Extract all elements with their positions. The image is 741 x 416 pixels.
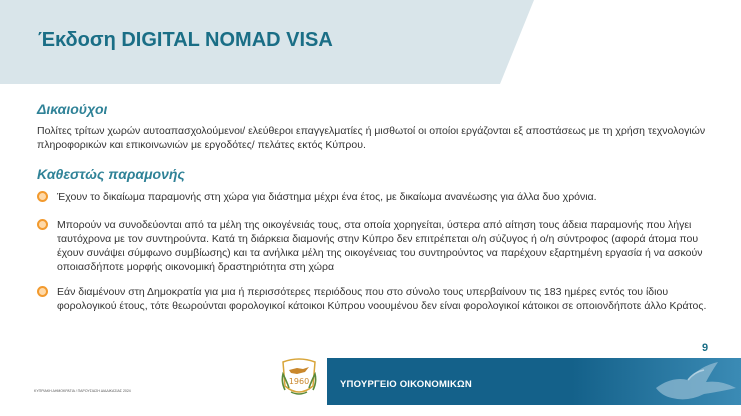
cyprus-emblem-icon xyxy=(277,352,321,404)
bullet-text: Έχουν το δικαίωμα παραμονής στη χώρα για διάστημα μέχρι ένα έτος, με δικαίωμα ανανέωσης για άλλα δυο χρόνια. xyxy=(57,191,597,203)
bullet-icon xyxy=(37,219,48,230)
bullet-icon xyxy=(37,191,48,202)
dove-icon xyxy=(648,358,741,405)
beneficiaries-heading: Δικαιούχοι xyxy=(37,101,108,117)
slide-title: Έκδοση DIGITAL NOMAD VISA xyxy=(38,29,333,51)
ministry-name: ΥΠΟΥΡΓΕΙΟ ΟΙΚΟΝΟΜΙΚΩΝ xyxy=(340,379,472,390)
footnote: ΚΥΠΡΙΑΚΗ ΔΗΜΟΚΡΑΤΙΑ / ΠΑΡΟΥΣΙΑΣΗ ΔΙΑΔΙΚΑΣΙΑΣ 2024 xyxy=(34,389,131,393)
bullet-item xyxy=(37,285,717,313)
bullet-icon xyxy=(37,286,48,297)
page-number: 9 xyxy=(702,342,709,354)
bullet-text: Μπορούν να συνοδεύονται από τα μέλη της οικογένειάς τους, στα οποία χορηγείται, ύστερα από αίτηση τους άδεια παραμονής που λήγει ταυτόχρονα με τον συντηρούντα. Κατά τη διάρκεια διαμονής στην Κύπρο δεν επιτρέπεται ο/η σύζυγος ή ο/η σύντροφος (αφορά άτομα που έχουν συνάψει σύμφωνο συμβίωσης) και τα ανήλικα μέλη της οικογένειας του συντηρούντος να παρέχουν εξαρτημένη εργασία ή να ασκούν οποιασδήποτε μορφής οικονομική δραστηριότητα στη χώρα xyxy=(57,219,703,273)
title-band-tail xyxy=(500,0,534,84)
bullet-text: Εάν διαμένουν στη Δημοκρατία για μια ή περισσότερες περιόδους που στο σύνολο τους υπερβαίνουν τις 183 ημέρες εντός του ίδιου φορολογικού έτους, τότε θεωρούνται φορολογικοί κάτοικοι Κύπρου νοουμένου δεν είναι φορολογικοί κάτοικοι σε οποιονδήποτε άλλο Κράτος. xyxy=(57,286,707,312)
svg-text:1960: 1960 xyxy=(288,377,310,386)
beneficiaries-text: Πολίτες τρίτων χωρών αυτοαπασχολούμενοι/ ελεύθεροι επαγγελματίες ή μισθωτοί οι οποίοι εργάζονται εξ αποστάσεως με τη χρήση τεχνολογιών πληροφορικών και επικοινωνιών με εργοδότες/ πελάτες εκτός Κύπρου. xyxy=(37,125,706,151)
residence-status-heading: Καθεστώς παραμονής xyxy=(37,166,185,182)
bullet-item xyxy=(37,190,717,204)
bullet-item xyxy=(37,218,717,274)
